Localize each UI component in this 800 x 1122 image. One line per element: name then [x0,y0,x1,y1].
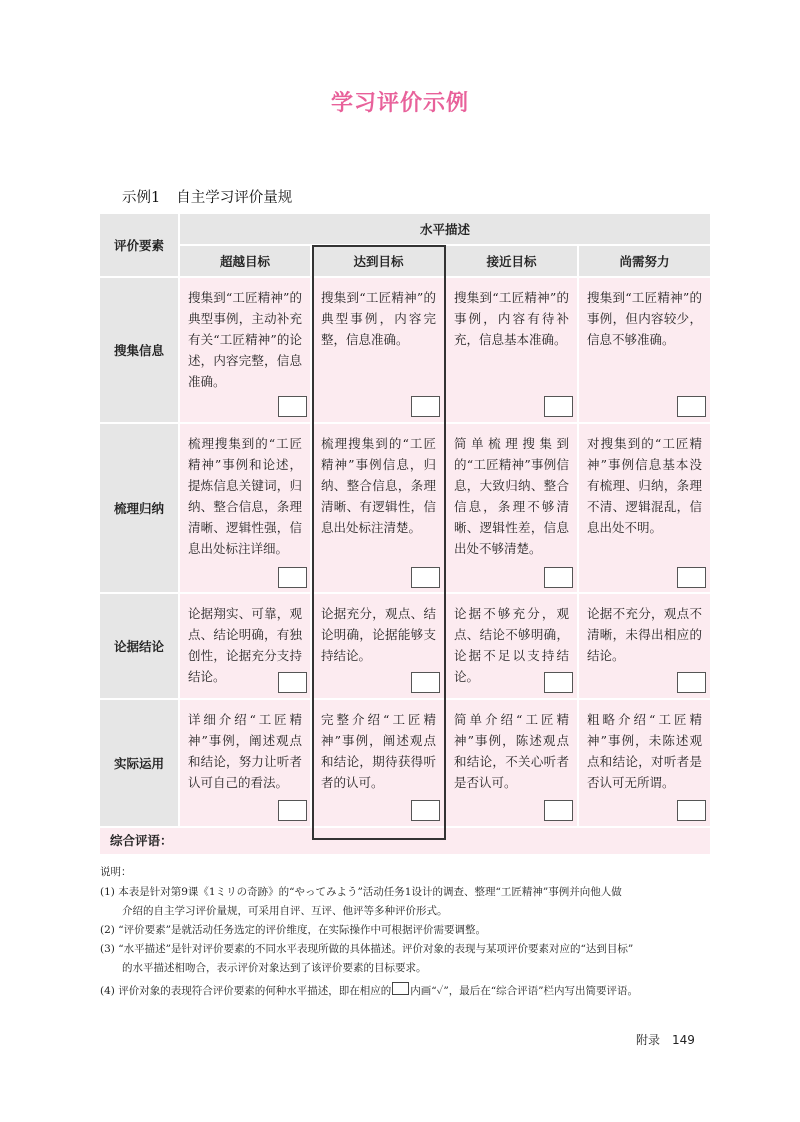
row3-meet-cell: 论据充分，观点、结论明确，论据能够支持结论。 [313,594,444,698]
row2-approach-checkbox[interactable] [544,567,573,588]
criterion-practical-use: 实际运用 [100,700,178,826]
row1-meet-cell: 搜集到“工匠精神”的典型事例，内容完整，信息准确。 [313,278,444,422]
row4-exceed-cell: 详细介绍“工匠精神”事例，阐述观点和结论，努力让听者认可自己的看法。 [180,700,310,826]
note-2: (2) “评价要素”是就活动任务选定的评价维度，在实际操作中可根据评价需要调整。 [100,924,486,936]
note-3-line-2: 的水平描述相吻合，表示评价对象达到了该评价要素的目标要求。 [122,962,427,974]
level-header-approach: 接近目标 [446,246,577,276]
row2-needs-effort-checkbox[interactable] [677,567,706,588]
row4-approach-checkbox[interactable] [544,800,573,821]
row4-needs-effort-cell: 粗略介绍“工匠精神”事例，未陈述观点和结论，对听者是否认可无所谓。 [579,700,710,826]
inline-checkbox-icon [392,982,409,995]
row1-needs-effort-cell: 搜集到“工匠精神”的事例，但内容较少，信息不够准确。 [579,278,710,422]
criteria-header: 评价要素 [100,214,178,276]
row4-meet-cell: 完整介绍“工匠精神”事例，阐述观点和结论，期待获得听者的认可。 [313,700,444,826]
note-1-line-2: 介绍的自主学习评价量规，可采用自评、互评、他评等多种评价形式。 [122,905,448,917]
page-number: 149 [672,1033,695,1047]
overall-comment-field[interactable]: 综合评语： [100,828,710,854]
row2-meet-checkbox[interactable] [411,567,440,588]
row2-meet-cell: 梳理搜集到的“工匠精神”事例信息，归纳、整合信息，条理清晰、有逻辑性，信息出处标注清楚。 [313,424,444,592]
note-3-line-1: (3) “水平描述”是针对评价要素的不同水平表现所做的具体描述。评价对象的表现与某项评价要素对应的“达到目标” [100,943,634,955]
example-title [122,186,292,207]
row1-approach-checkbox[interactable] [544,396,573,417]
row2-exceed-cell: 梳理搜集到的“工匠精神”事例和论述，提炼信息关键词，归纳、整合信息，条理清晰、逻辑性强，信息出处标注详细。 [180,424,310,592]
row3-needs-effort-checkbox[interactable] [677,672,706,693]
row3-needs-effort-cell: 论据不充分，观点不清晰，未得出相应的结论。 [579,594,710,698]
row3-meet-checkbox[interactable] [411,672,440,693]
row3-approach-cell: 论据不够充分，观点、结论不够明确，论据不足以支持结论。 [446,594,577,698]
row4-approach-cell: 简单介绍“工匠精神”事例，陈述观点和结论，不关心听者是否认可。 [446,700,577,826]
page-footer [636,1031,695,1048]
row3-exceed-checkbox[interactable] [278,672,307,693]
row4-exceed-checkbox[interactable] [278,800,307,821]
row2-exceed-checkbox[interactable] [278,567,307,588]
criterion-evidence-conclusion: 论据结论 [100,594,178,698]
note-4-prefix: (4) 评价对象的表现符合评价要素的何种水平描述，即在相应的 [100,985,392,997]
page-title: 学习评价示例 [330,91,469,116]
evaluation-rubric-table [100,214,710,854]
row1-exceed-checkbox[interactable] [278,396,307,417]
example-name: 自主学习评价量规 [176,190,293,206]
example-label: 示例1 [122,190,161,206]
level-header-exceed: 超越目标 [180,246,310,276]
row2-needs-effort-cell: 对搜集到的“工匠精神”事例信息基本没有梳理、归纳，条理不清、逻辑混乱，信息出处不明。 [579,424,710,592]
level-header-needs-effort: 尚需努力 [579,246,710,276]
row4-meet-checkbox[interactable] [411,800,440,821]
row4-needs-effort-checkbox[interactable] [677,800,706,821]
row1-approach-cell: 搜集到“工匠精神”的事例，内容有待补充，信息基本准确。 [446,278,577,422]
notes-heading: 说明： [100,866,132,878]
row3-exceed-cell: 论据翔实、可靠，观点、结论明确，有独创性，论据充分支持结论。 [180,594,310,698]
criterion-sort-summarize: 梳理归纳 [100,424,178,592]
level-header: 水平描述 [180,214,710,244]
note-1-line-1: (1) 本表是针对第9课《1ミリの奇跡》的“やってみよう”活动任务1设计的调查、整理“工匠精神”事例并向他人做 [100,886,622,898]
criterion-collect-info: 搜集信息 [100,278,178,422]
row2-approach-cell: 简单梳理搜集到的“工匠精神”事例信息，大致归纳、整合信息，条理不够清晰、逻辑性差，信息出处不够清楚。 [446,424,577,592]
row1-needs-effort-checkbox[interactable] [677,396,706,417]
level-header-meet: 达到目标 [313,246,444,276]
note-4 [100,982,638,998]
note-4-suffix: 内画“✓”，最后在“综合评语”栏内写出简要评语。 [410,985,638,997]
footer-section: 附录 [636,1033,661,1047]
row3-approach-checkbox[interactable] [544,672,573,693]
row1-meet-checkbox[interactable] [411,396,440,417]
row1-exceed-cell: 搜集到“工匠精神”的典型事例，主动补充有关“工匠精神”的论述，内容完整，信息准确。 [180,278,310,422]
